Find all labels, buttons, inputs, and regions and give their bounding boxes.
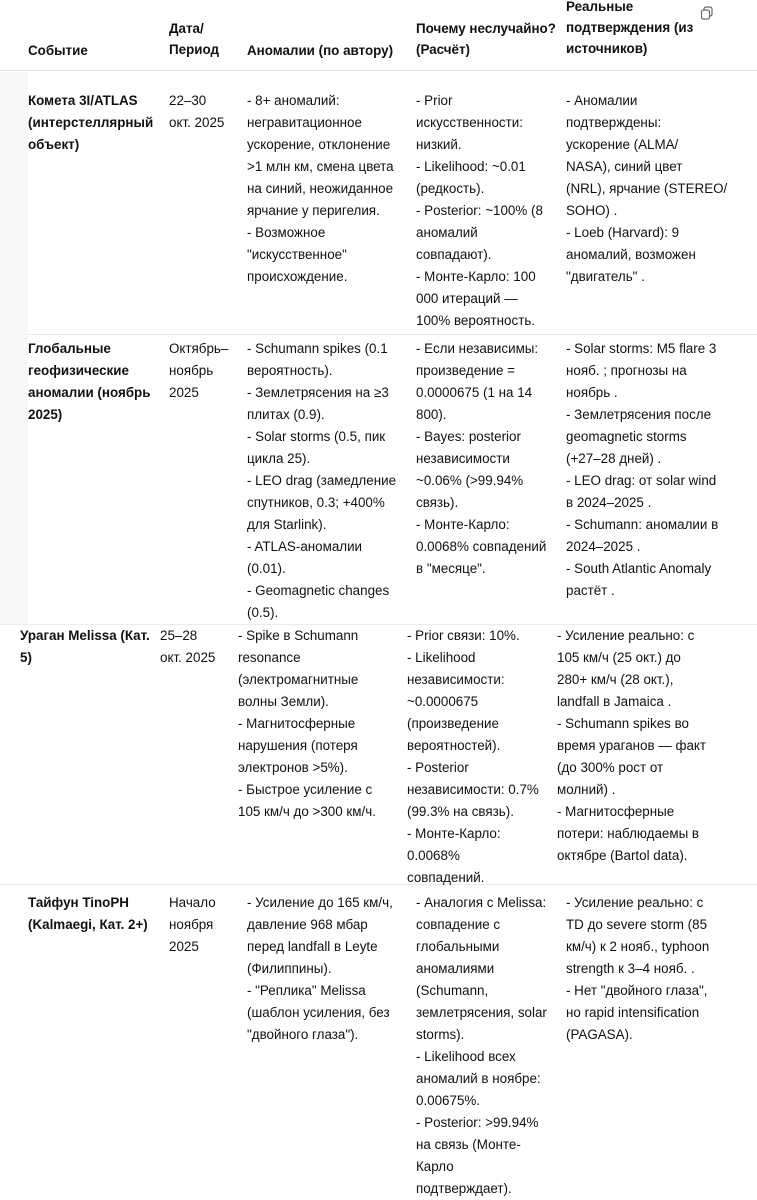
- row1-date: [169, 90, 224, 134]
- text-line: - Posterior: >99.94%: [416, 1115, 539, 1130]
- text-line: происхождение.: [247, 269, 348, 284]
- text-line: - Быстрое усиление с: [238, 782, 373, 797]
- text-line: 105 км/ч (25 окт.) до: [557, 650, 681, 665]
- text-line: (PAGASA).: [566, 1027, 633, 1042]
- header-date-line: Дата/: [169, 21, 204, 36]
- text-line: - Geomagnetic changes: [247, 583, 390, 598]
- text-line: SOHO) .: [566, 203, 618, 218]
- header-date: [169, 18, 219, 60]
- text-line: аномалий в ноябре:: [416, 1071, 541, 1086]
- row1-why: [416, 90, 543, 332]
- text-line: - Магнитосферные: [238, 716, 356, 731]
- text-line: совпадают).: [416, 247, 492, 262]
- text-line: плитах (0.9).: [247, 407, 325, 422]
- text-line: 100% вероятность.: [416, 313, 536, 328]
- header-why: [416, 18, 556, 60]
- text-line: связь).: [416, 495, 459, 510]
- row3-date: [160, 625, 215, 669]
- text-line: цикла 25).: [247, 451, 311, 466]
- text-line: geomagnetic storms: [566, 429, 687, 444]
- text-line: - 8+ аномалий:: [247, 93, 340, 108]
- text-line: подтверждает).: [416, 1181, 512, 1196]
- text-line: вероятностей).: [407, 738, 501, 753]
- header-event: Событие: [28, 43, 88, 58]
- row2-event: [28, 338, 150, 426]
- text-line: NASA), синий цвет: [566, 159, 683, 174]
- text-line: 2024–2025 .: [566, 539, 641, 554]
- text-line: storms).: [416, 1027, 465, 1042]
- text-line: 000 итераций —: [416, 291, 518, 306]
- text-line: - Spike в Schumann: [238, 628, 359, 643]
- text-line: 22–30: [169, 93, 207, 108]
- text-line: - Нет "двойного глаза",: [566, 983, 708, 998]
- text-line: - Posterior: [407, 760, 469, 775]
- text-line: 25–28: [160, 628, 198, 643]
- text-line: (Schumann,: [416, 983, 489, 998]
- text-line: глобальными: [416, 939, 500, 954]
- row4-event: [28, 892, 148, 936]
- text-line: независимости:: [407, 672, 505, 687]
- text-line: >1 млн км, смена цвета: [247, 159, 394, 174]
- header-confirmations: [566, 0, 693, 59]
- copy-icon[interactable]: [700, 6, 714, 20]
- text-line: 0.0068%: [407, 848, 460, 863]
- text-line: (+27–28 дней) .: [566, 451, 662, 466]
- text-line: октябре (Bartol data).: [557, 848, 688, 863]
- text-line: растёт .: [566, 583, 615, 598]
- text-line: - Schumann spikes (0.1: [247, 341, 388, 356]
- text-line: нарушения (потеря: [238, 738, 358, 753]
- row1-anomalies: [247, 90, 394, 288]
- row1-event: [28, 90, 153, 156]
- text-line: окт. 2025: [169, 115, 225, 130]
- text-line: аномалий, возможен: [566, 247, 696, 262]
- text-line: землетрясения, solar: [416, 1005, 547, 1020]
- text-line: 800).: [416, 407, 447, 422]
- text-line: км/ч) к 2 нояб., typhoon: [566, 939, 710, 954]
- text-line: Начало: [169, 895, 216, 910]
- text-line: но rapid intensification: [566, 1005, 700, 1020]
- text-line: 2025: [169, 939, 199, 954]
- text-line: ~0.0000675: [407, 694, 479, 709]
- text-line: в "месяце".: [416, 561, 486, 576]
- text-line: (0.5).: [247, 605, 279, 620]
- text-line: - Землетрясения на ≥3: [247, 385, 389, 400]
- text-line: - Усиление реально: с: [566, 895, 704, 910]
- row-divider: [28, 334, 757, 335]
- text-line: - Likelihood всех: [416, 1049, 516, 1064]
- text-line: (до 300% рост от: [557, 760, 664, 775]
- row2-confirmations: [566, 338, 718, 602]
- text-line: ноября: [169, 917, 214, 932]
- text-line: - Likelihood: [407, 650, 476, 665]
- text-line: - Если независимы:: [416, 341, 539, 356]
- text-line: - South Atlantic Anomaly: [566, 561, 712, 576]
- text-line: (электромагнитные: [238, 672, 359, 687]
- row2-why: [416, 338, 546, 580]
- text-line: негравитационное: [247, 115, 362, 130]
- text-line: "двойного глаза").: [247, 1027, 359, 1042]
- text-line: Карло: [416, 1159, 454, 1174]
- text-line: потери: наблюдаемы в: [557, 826, 700, 841]
- row3-event: [20, 625, 150, 669]
- text-line: низкий.: [416, 137, 462, 152]
- text-line: - Loeb (Harvard): 9: [566, 225, 680, 240]
- row4-confirmations: [566, 892, 709, 1046]
- text-line: - LEO drag: от solar wind: [566, 473, 717, 488]
- row2-date: [169, 338, 228, 404]
- text-line: - "Реплика" Melissa: [247, 983, 366, 998]
- row4-anomalies: [247, 892, 393, 1046]
- text-line: ускорение, отклонение: [247, 137, 391, 152]
- text-line: произведение =: [416, 363, 516, 378]
- text-line: независимости: 0.7%: [407, 782, 539, 797]
- text-line: молний) .: [557, 782, 616, 797]
- text-line: 0.0000675 (1 на 14: [416, 385, 533, 400]
- text-line: "искусственное": [247, 247, 347, 262]
- header-confirm-line: Реальные: [566, 0, 634, 14]
- text-line: 0.0068% совпадений: [416, 539, 547, 554]
- text-line: независимости: [416, 451, 510, 466]
- text-line: (Kalmaegi, Кат. 2+): [28, 917, 148, 932]
- text-line: resonance: [238, 650, 301, 665]
- text-line: вероятность).: [247, 363, 333, 378]
- text-line: (произведение: [407, 716, 499, 731]
- row3-confirmations: [557, 625, 706, 867]
- text-line: - Аномалии: [566, 93, 638, 108]
- text-line: окт. 2025: [160, 650, 216, 665]
- text-line: - Solar storms (0.5, пик: [247, 429, 386, 444]
- text-line: landfall в Jamaica .: [557, 694, 672, 709]
- row3-anomalies: [238, 625, 376, 823]
- text-line: (редкость).: [416, 181, 485, 196]
- text-line: - Bayes: posterior: [416, 429, 521, 444]
- text-line: (NRL), ярчание (STEREO/: [566, 181, 728, 196]
- text-line: подтверждены:: [566, 115, 662, 130]
- header-date-line: Период: [169, 42, 219, 57]
- row4-date: [169, 892, 216, 958]
- text-line: - Усиление до 165 км/ч,: [247, 895, 393, 910]
- header-anomalies: Аномалии (по автору): [247, 43, 394, 58]
- text-line: Комета 3I/ATLAS: [28, 93, 138, 108]
- text-line: - Schumann spikes во: [557, 716, 690, 731]
- text-line: Глобальные: [28, 341, 111, 356]
- text-line: аномалий: [416, 225, 478, 240]
- text-line: (шаблон усиления, без: [247, 1005, 390, 1020]
- text-line: (Филиппины).: [247, 961, 332, 976]
- text-line: для Starlink).: [247, 517, 327, 532]
- row-shade: [0, 72, 28, 624]
- text-line: - Возможное: [247, 225, 326, 240]
- text-line: - Магнитосферные: [557, 804, 675, 819]
- text-line: - Землетрясения после: [566, 407, 712, 422]
- text-line: 0.00675%.: [416, 1093, 481, 1108]
- text-line: в 2024–2025 .: [566, 495, 652, 510]
- text-line: ноябрь .: [566, 385, 618, 400]
- text-line: (интерстеллярный: [28, 115, 154, 130]
- text-line: - Solar storms: M5 flare 3: [566, 341, 717, 356]
- text-line: strength к 3–4 нояб. .: [566, 961, 695, 976]
- text-line: - Аналогия с Melissa:: [416, 895, 547, 910]
- text-line: - Монте-Карло: 100: [416, 269, 536, 284]
- text-line: Октябрь–: [169, 341, 229, 356]
- text-line: совпадение с: [416, 917, 501, 932]
- text-line: 280+ км/ч (28 окт.),: [557, 672, 674, 687]
- text-line: - Prior: [416, 93, 453, 108]
- text-line: (0.01).: [247, 561, 286, 576]
- text-line: спутников, 0.3; +400%: [247, 495, 385, 510]
- row2-anomalies: [247, 338, 396, 624]
- text-line: - LEO drag (замедление: [247, 473, 397, 488]
- text-line: ярчание у перигелия.: [247, 203, 380, 218]
- text-line: TD до severe storm (85: [566, 917, 708, 932]
- text-line: искусственности:: [416, 115, 523, 130]
- text-line: Тайфун TinoPH: [28, 895, 129, 910]
- text-line: ноябрь: [169, 363, 214, 378]
- text-line: на синий, неожиданное: [247, 181, 394, 196]
- text-line: на связь (Монте-: [416, 1137, 521, 1152]
- text-line: - Likelihood: ~0.01: [416, 159, 526, 174]
- text-line: геофизические: [28, 363, 129, 378]
- text-line: время ураганов — факт: [557, 738, 707, 753]
- text-line: волны Земли).: [238, 694, 329, 709]
- text-line: аномалиями: [416, 961, 495, 976]
- text-line: перед landfall в Leyte: [247, 939, 378, 954]
- text-line: - Prior связи: 10%.: [407, 628, 520, 643]
- text-line: ~0.06% (>99.94%: [416, 473, 524, 488]
- text-line: давление 968 мбар: [247, 917, 368, 932]
- text-line: аномалии (ноябрь: [28, 385, 151, 400]
- text-line: 105 км/ч до >300 км/ч.: [238, 804, 376, 819]
- header-confirm-line: подтверждения (из: [566, 20, 694, 35]
- row4-why: [416, 892, 547, 1200]
- text-line: "двигатель" .: [566, 269, 645, 284]
- text-line: 2025: [169, 385, 199, 400]
- text-line: нояб. ; прогнозы на: [566, 363, 687, 378]
- text-line: ускорение (ALMA/: [566, 137, 679, 152]
- text-line: совпадений.: [407, 870, 485, 885]
- text-line: (99.3% на связь).: [407, 804, 514, 819]
- text-line: - ATLAS-аномалии: [247, 539, 363, 554]
- row1-confirmations: [566, 90, 727, 288]
- header-divider: [0, 70, 757, 71]
- text-line: - Schumann: аномалии в: [566, 517, 719, 532]
- row-divider: [0, 884, 757, 885]
- text-line: - Монте-Карло:: [407, 826, 501, 841]
- text-line: 2025): [28, 407, 63, 422]
- row3-why: [407, 625, 539, 889]
- text-line: объект): [28, 137, 80, 152]
- text-line: - Усиление реально: с: [557, 628, 695, 643]
- header-confirm-line: источников): [566, 41, 648, 56]
- text-line: Ураган Melissa (Кат.: [20, 628, 150, 643]
- text-line: - Posterior: ~100% (8: [416, 203, 543, 218]
- text-line: электронов >5%).: [238, 760, 348, 775]
- text-line: - Монте-Карло:: [416, 517, 510, 532]
- header-why-line: (Расчёт): [416, 42, 471, 57]
- header-why-line: Почему неслучайно?: [416, 21, 556, 36]
- text-line: 5): [20, 650, 32, 665]
